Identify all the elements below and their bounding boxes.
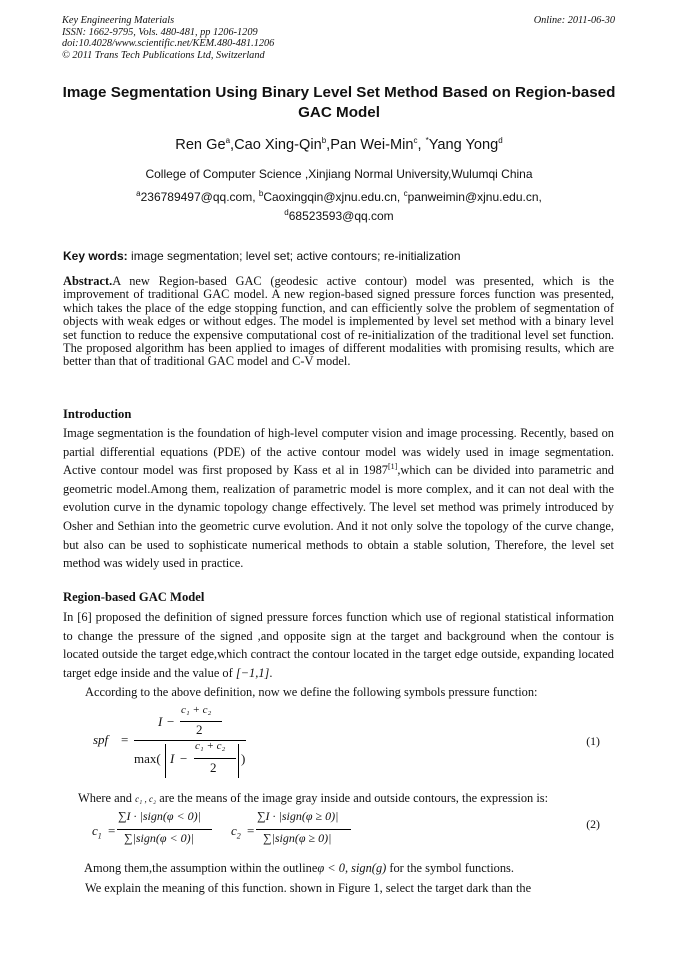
abstract [63, 275, 614, 369]
author-emails: $^a$236789497@qq.com, $^b$Caoxingqin@xjnu.edu.cn, $^c$panweimin@xjnu.edu.cn, $^d$68523593@qq.com [136, 189, 542, 223]
equation-2-number: (2) [586, 817, 600, 831]
paper-title: Image Segmentation Using Binary Level Set Method Based on Region-based GAC Model [62, 84, 616, 121]
online-date: Online: 2011-06-30 [533, 15, 615, 26]
author-list [0, 137, 678, 153]
author-4: *Yang Yong$^d$ [425, 136, 503, 153]
section-heading-gac: Region-based GAC Model [63, 590, 205, 604]
author-3: Pan Wei-Min$^c$, [330, 136, 426, 153]
section-heading-introduction: Introduction [63, 407, 132, 421]
affiliation: College of Computer Science ,Xinjiang Normal University,Wulumqi China [145, 167, 533, 181]
equation-1-number: (1) [586, 734, 600, 748]
abstract-label: Abstract. [63, 274, 113, 288]
where-line: Where and c₁ , c₂ are the means of the image gray inside and outside contours, the expression is: [78, 791, 549, 805]
abstract-text: A new Region-based GAC (geodesic active contour) model was presented, which is the improvement of traditional GAC model. A new region-based signed pressure forces function was presented, which takes the place of the edge stopping function, and can efficiently solve the problem of segmentation of objects with weak edges or without edges. The model is implemented by level set method with a binary level set function to reduce the expensive computational cost of re-initialization of the traditional level set function. The proposed algorithm has been applied to images of different modalities with promising results, which are better than that of traditional GAC model and C-V model. [63, 274, 614, 369]
journal-name: Key Engineering Materials [62, 15, 175, 26]
doi[interactable]: doi:10.4028/www.scientific.net/KEM.480-481.1206 [62, 38, 275, 49]
email-b[interactable]: Caoxingqin@xjnu.edu.cn, [263, 190, 404, 204]
email-c[interactable]: panweimin@xjnu.edu.cn, [407, 190, 542, 204]
gac-paragraph-3: Among them,the assumption within the outlineφ < 0, sign(g) for the symbol functions. [84, 861, 514, 875]
copyright: © 2011 Trans Tech Publications Ltd, Switzerland [62, 49, 265, 61]
journal-meta [62, 15, 274, 61]
gac-paragraph-4: We explain the meaning of this function. shown in Figure 1, select the target dark than the [85, 881, 532, 895]
citation[interactable]: [1] [387, 462, 398, 472]
gac-paragraph-1: In [6] proposed the definition of signed pressure forces function which use of regional statistical information to change the pressure of the signed ,and opposite sign at the target and background when the contour is located outside the target edge,which contract the contour located in the target edge outside, expanding located target edge inside and the value of [−1,1]. [63, 610, 614, 680]
keywords: Key words: image segmentation; level set; active contours; re-initialization [63, 249, 461, 263]
issn: ISSN: 1662-9795, Vols. 480-481, pp 1206-1209 [62, 26, 258, 38]
email-d[interactable]: 68523593@qq.com [288, 209, 394, 223]
author-1: Ren Ge$^a$, [175, 136, 235, 153]
introduction-paragraph: Image segmentation is the foundation of high-level computer vision and image processing. Recently, based on partial differential equations (PDE) of the active contour model was widely used in image segmentation. Active contour model was first proposed by Kass et al in 1987[1],which can be divided into parametric and geometric model.Among them, realization of parametric model is more complex, and it can not deal with the evolution curve in the dynamic topology change effectively. The level set method was primely introduced by Osher and Sethian into the geometric curve evolution. And it not only solve the topology of the curve change, but also can be used to sophisticate numerical methods to obtain a stable solution, Therefore, the level set method was widely used in practice. [63, 426, 614, 571]
author-2: Cao Xing-Qin$^b$, [234, 136, 331, 153]
gac-paragraph-2: According to the above definition, now we define the following symbols pressure function: [85, 685, 538, 699]
email-a[interactable]: 236789497@qq.com, [140, 190, 259, 204]
interval: [−1,1] [235, 665, 270, 680]
